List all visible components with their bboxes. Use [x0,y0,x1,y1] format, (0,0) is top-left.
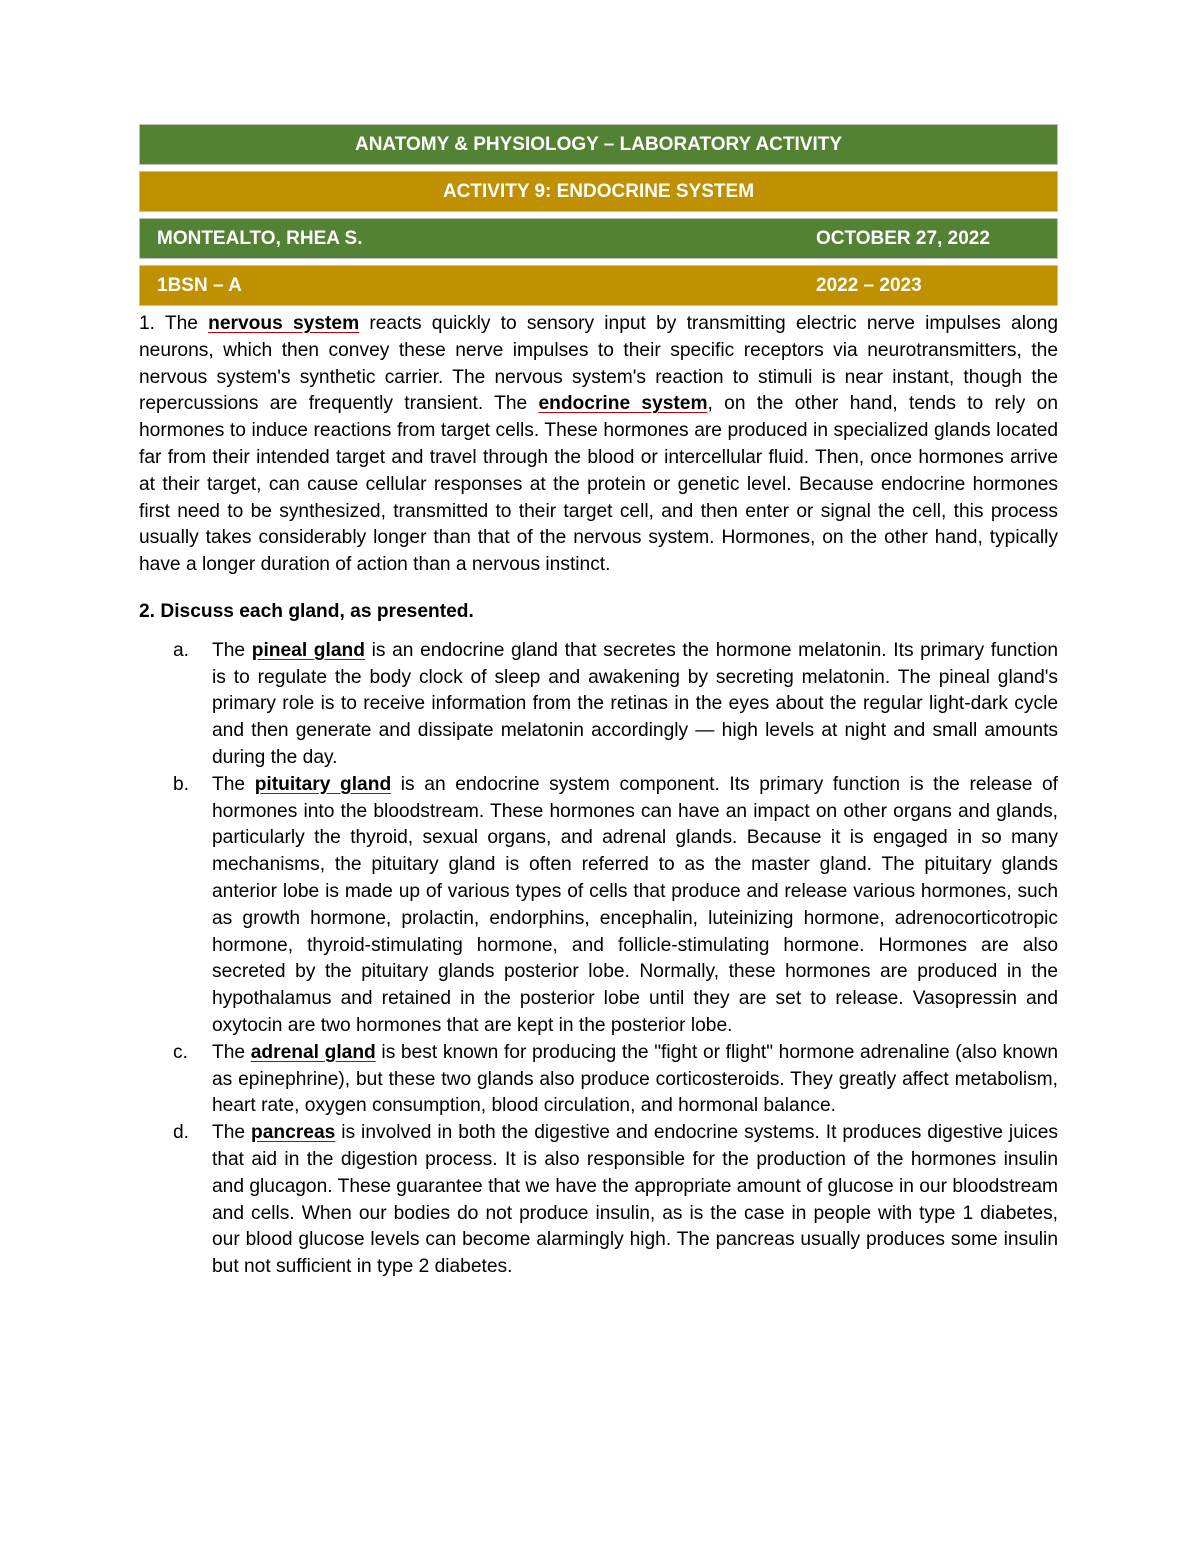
answer-1-text-2: , on the other hand, tends to rely on hormones to induce reactions from target cells. These hormones are produced in specialized glands located far from their intended target and travel through the blood or intercellular fluid. Then, once hormones arrive at their target, can cause cellular responses at the protein or genetic level. Because endocrine hormones first need to be synthesized, transmitted to their target cell, and then enter or signal the cell, this process usually takes considerably longer than that of the nervous system. Hormones, on the other hand, typically have a longer duration of action than a nervous instinct. [139,393,1058,576]
course-title: ANATOMY & PHYSIOLOGY – LABORATORY ACTIVITY [354,133,843,155]
term-endocrine-system: endocrine system [538,393,708,415]
item-text: is an endocrine gland that secretes the hormone melatonin. Its primary function is to regulate the body clock of sleep and awakening by secreting melatonin. The pineal gland's primary role is to receive information from the retinas in the eyes about the regular light-dark cycle and then generate and dissipate melatonin accordingly — high levels at night and small amounts during the day. [212,639,1058,768]
term-nervous-system: nervous system [208,313,360,334]
activity-title: ACTIVITY 9: ENDOCRINE SYSTEM [442,180,755,202]
submission-date: OCTOBER 27, 2022 [816,227,990,249]
section: 1BSN – A [157,274,242,296]
list-marker: a. [173,639,190,661]
section-info-row [139,265,1058,306]
list-item [139,638,1058,772]
term-adrenal-gland: adrenal gland [250,1041,376,1063]
activity-title-row [139,171,1058,212]
answer-1-lead: 1. The [139,313,209,334]
term-pituitary-gland: pituitary gland [254,773,392,795]
list-item [139,1040,1058,1120]
item-text: is best known for producing the "fight or flight" hormone adrenaline (also known as epinephrine), but these two glands also produce corticosteroids. They greatly affect metabolism, heart rate, oxygen consumption, blood circulation, and hormonal balance. [212,1041,1058,1117]
list-marker: b. [173,773,190,795]
header-table [139,124,1058,312]
term-pineal-gland: pineal gland [251,639,365,661]
document-body [139,311,1058,1281]
answer-1-text-1: reacts quickly to sensory input by transmitting electric nerve impulses along neurons, which then convey these nerve impulses to their specific receptors via neurotransmitters, the nervous system's synthetic carrier. The nervous system's reaction to stimuli is near instant, though the repercussions are frequently transient. The [139,313,1059,415]
list-item [139,1120,1058,1281]
item-lead: The [212,639,252,661]
question-2-heading: 2. Discuss each gland, as presented. [139,600,474,622]
student-info-row [139,218,1058,259]
answer-1 [139,311,1058,579]
list-marker: d. [173,1122,190,1144]
item-text: is an endocrine system component. Its primary function is the release of hormones into the bloodstream. These hormones can have an impact on other organs and glands, particularly the thyroid, sexual organs, and adrenal glands. Because it is engaged in so many mechanisms, the pituitary gland is often referred to as the master gland. The pituitary glands anterior lobe is made up of various types of cells that produce and release various hormones, such as growth hormone, prolactin, endorphins, encephalin, luteinizing hormone, adrenocorticotropic hormone, thyroid-stimulating hormone, and follicle-stimulating hormone. Hormones are also secreted by the pituitary glands posterior lobe. Normally, these hormones are produced in the hypothalamus and retained in the posterior lobe until they are set to release. Vasopressin and oxytocin are two hormones that are kept in the posterior lobe. [212,773,1058,1036]
list-marker: c. [173,1041,188,1063]
student-name: MONTEALTO, RHEA S. [157,227,363,249]
item-lead: The [212,1041,251,1063]
item-lead: The [212,773,255,795]
term-pancreas: pancreas [251,1122,336,1144]
school-year: 2022 – 2023 [816,274,922,296]
item-lead: The [212,1122,252,1144]
gland-list [139,638,1058,1281]
course-title-row [139,124,1058,165]
item-text: is involved in both the digestive and endocrine systems. It produces digestive juices that aid in the digestion process. It is also responsible for the production of the hormones insulin and glucagon. These guarantee that we have the appropriate amount of glucose in our bloodstream and cells. When our bodies do not produce insulin, as is the case in people with type 1 diabetes, our blood glucose levels can become alarmingly high. The pancreas usually produces some insulin but not sufficient in type 2 diabetes. [212,1122,1058,1278]
list-item [139,772,1058,1040]
